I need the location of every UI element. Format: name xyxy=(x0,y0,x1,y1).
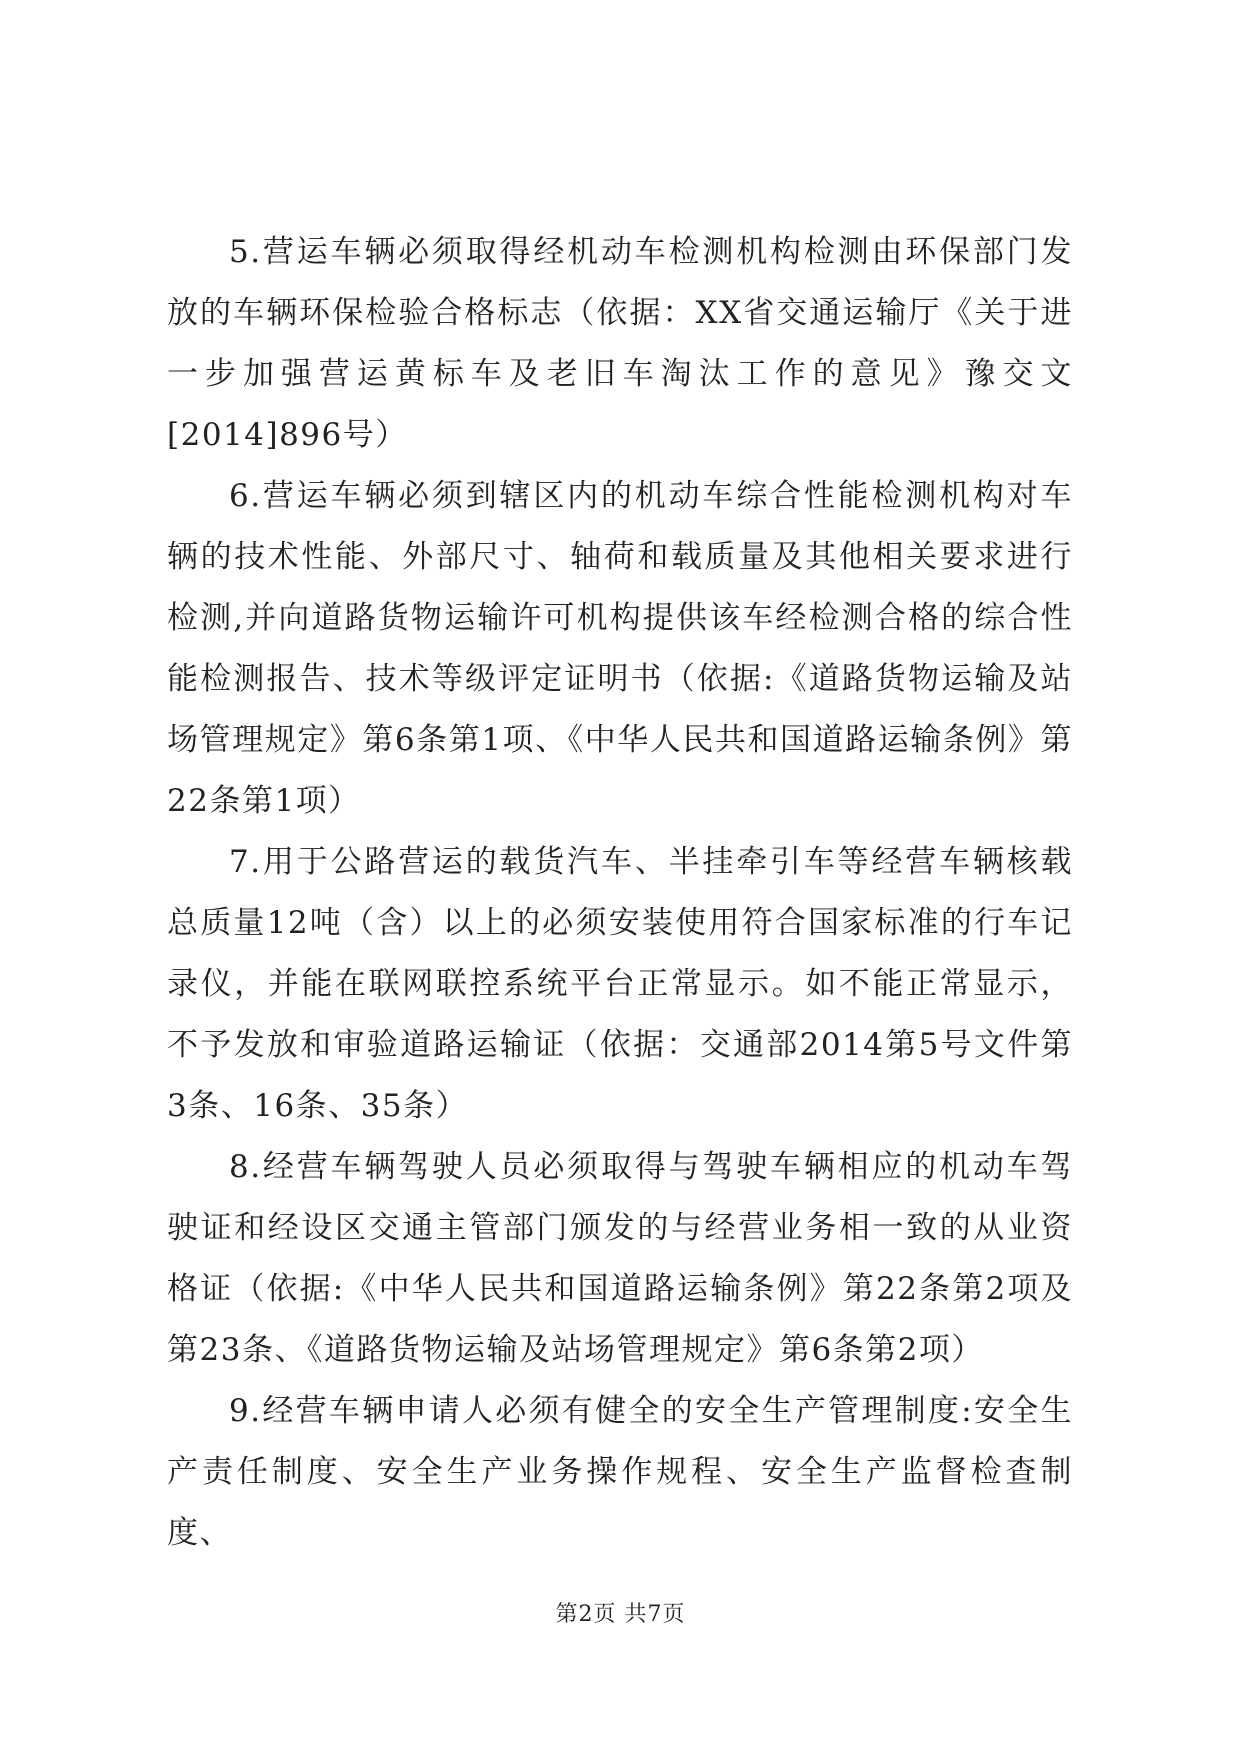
page-number-footer: 第2页 共7页 xyxy=(555,1602,686,1627)
paragraph-item-7: 7.用于公路营运的载货汽车、半挂牵引车等经营车辆核载总质量12吨（含）以上的必须安装使用符合国家标准的行车记录仪，并能在联网联控系统平台正常显示。如不能正常显示，不予发放和审验道路运输证（依据：交通部2014第5号文件第3条、16条、35条） xyxy=(167,844,1073,1124)
document-body xyxy=(167,222,1073,1564)
paragraph-item-9: 9.经营车辆申请人必须有健全的安全生产管理制度:安全生产责任制度、安全生产业务操作规程、安全生产监督检查制度、 xyxy=(167,1393,1073,1551)
paragraph-item-6: 6.营运车辆必须到辖区内的机动车综合性能检测机构对车辆的技术性能、外部尺寸、轴荷和载质量及其他相关要求进行检测,并向道路货物运输许可机构提供该车经检测合格的综合性能检测报告、技术等级评定证明书（依据:《道路货物运输及站场管理规定》第6条第1项、《中华人民共和国道路运输条例》第22条第1项） xyxy=(167,478,1073,819)
paragraph-item-5: 5.营运车辆必须取得经机动车检测机构检测由环保部门发放的车辆环保检验合格标志（依据：XX省交通运输厅《关于进一步加强营运黄标车及老旧车淘汰工作的意见》豫交文[2014]896号） xyxy=(167,234,1073,453)
paragraph-item-8: 8.经营车辆驾驶人员必须取得与驾驶车辆相应的机动车驾驶证和经设区交通主管部门颁发的与经营业务相一致的从业资格证（依据:《中华人民共和国道路运输条例》第22条第2项及第23条、《道路货物运输及站场管理规定》第6条第2项） xyxy=(167,1149,1073,1368)
